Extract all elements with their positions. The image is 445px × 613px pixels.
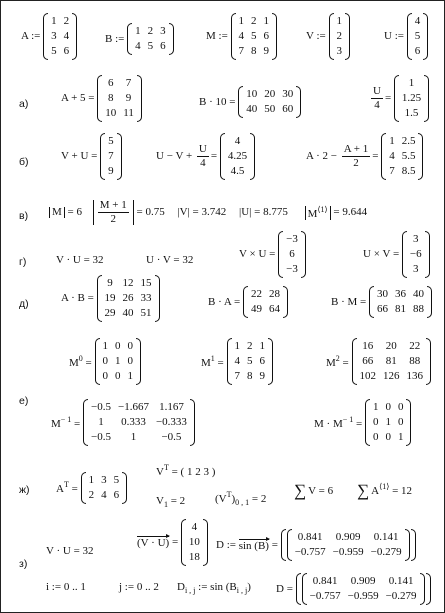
expr-b2: U − V + $\frac{U}{4}$ = 4 4.25 4.5 [156,133,255,180]
result-D2 [302,573,425,605]
result-b1 [100,133,122,180]
matrix-cell: −0.5 [91,431,111,443]
result-MMinv [365,399,412,446]
section-label-v: в) [19,210,29,222]
matrix-cell: 4.5 [230,165,245,177]
matrix-cell: 3 [101,474,107,486]
matrix-cell: 22 [409,340,421,352]
matrix-cell: 20 [264,88,276,100]
expr-D-result: D = 0.841 0.909 0.141 −0.757 −0.959 −0.279 [276,573,431,605]
matrix-cell: 4 [135,40,141,52]
matrix-cell: 0 [397,401,404,413]
matrix-cell: 40 [122,307,134,319]
result-D-outer [281,529,416,561]
sum-icon: ∑ [294,481,307,500]
frac-a3-num: U [373,85,381,97]
matrix-cell: 0 [115,340,121,352]
matrix-cell: 5 [113,474,120,486]
matrix-cell: 1 [389,135,395,147]
result-BA [243,286,288,318]
norm-U: |U| = 8.775 [239,206,288,218]
matrix-cell: 1 [115,355,121,367]
matrix-cell: 2 [251,15,257,27]
matrix-cell: 6 [160,40,166,52]
matrix-cell: 0 [397,416,404,428]
result-M2 [352,338,432,385]
matrix-cell: 66 [376,303,388,315]
result-a1 [97,75,142,122]
matrix-cell: −0.757 [294,546,326,558]
vectorize-sin-arrow: sin (B) [238,539,269,552]
matrix-cell: 8 [247,370,253,382]
matrix-cell: 1 [234,340,240,352]
norm-M-col-result: = 9.644 [333,206,368,218]
matrix-cell: 102 [359,370,376,382]
M2-text: $M^2$ = [326,353,349,369]
norm-V: |V| = 3.742 [177,206,227,218]
matrix-cell: −0.279 [385,590,417,602]
expr-BM [331,286,432,318]
expr-Dij: $D_{i , j}$ := $\sin (B_{i , j})$ [177,581,251,595]
matrix-cell: 0.909 [335,531,361,543]
matrix-cell: 9 [125,92,132,104]
matrix-U [407,13,429,60]
expr-cross-VU [239,231,306,278]
matrix-cell: 6 [289,248,295,260]
matrix-cell: 0.141 [373,531,399,543]
matrix-cell: 10 [105,107,117,119]
result-b3 [381,133,423,180]
frac-b2-num: U [198,143,207,155]
matrix-cell: 1 [88,474,95,486]
matrix-cell: 5 [51,45,57,57]
matrix-cell: 0 [385,401,391,413]
expr-V1: $V_1 = 2$ [156,495,186,509]
norm-M-col: $M^{⟨1⟩}$ [305,206,331,220]
section-label-z: з) [19,558,28,570]
det-M-result: = 6 [67,206,82,218]
matrix-cell: 1 [98,416,104,428]
def-V-name: V := [306,30,326,42]
matrix-cell: 81 [385,355,397,367]
matrix-cell: 1 [372,401,379,413]
matrix-cell: 9 [263,45,270,57]
vectorize-arrow: (V · U) [137,537,170,549]
matrix-cell: 1.25 [401,92,422,104]
matrix-cell: 0.909 [350,575,376,587]
section-label-d: д) [19,298,29,310]
matrix-cell: 1 [135,25,141,37]
matrix-cell: 8 [251,45,257,57]
matrix-cell: 6 [113,489,120,501]
matrix-cell: 3 [336,45,343,57]
expr-sumA: ∑ $A^{⟨1⟩} = 12$ [357,481,413,500]
frac-b2 [197,144,209,169]
section-label-b: б) [19,156,29,168]
matrix-V [329,13,351,60]
matrix-cell: 4 [234,355,240,367]
matrix-cell: 0 [372,416,379,428]
matrix-cell: 0 [372,431,379,443]
frac-b2-den: 4 [200,157,206,169]
def-B [105,23,174,55]
result-D2-outer [296,573,431,605]
result-cross-VU [278,231,306,278]
dot-VU-2: V · U = 32 [46,545,94,557]
expr-a3: $\frac{U}{4}$ = 1 1.25 1.5 [369,75,429,122]
result-BM [369,286,432,318]
matrix-cell: 4.25 [227,150,248,162]
section-label-a: а) [19,98,29,110]
matrix-cell: 8.5 [401,165,416,177]
matrix-cell: 1 [238,15,245,27]
range-j: j := 0 .. 2 [119,581,159,593]
matrix-cell: 26 [122,292,134,304]
matrix-cell: 0 [115,370,121,382]
matrix-cell: 2 [147,25,154,37]
matrix-B [127,23,174,55]
frac-a3 [371,86,383,111]
matrix-cell: 1 [51,15,57,27]
matrix-cell: 7 [234,370,240,382]
matrix-cell: −6 [409,248,422,260]
matrix-cell: 0 [102,355,108,367]
expr-a1 [61,75,142,122]
expr-b1 [61,133,122,180]
def-V [306,13,350,60]
matrix-cell: 49 [250,303,262,315]
matrix-cell: 2 [63,15,70,27]
matrix-cell: −0.757 [309,590,341,602]
matrix-cell: 2 [336,30,343,42]
frac-b3-num: A + 1 [343,143,369,155]
matrix-cell: 29 [104,307,116,319]
expr-v-row [49,200,367,225]
matrix-cell: 88 [412,303,424,315]
expr-a2-text: B · 10 = [199,95,236,108]
AB-text: A · B = [61,292,94,304]
matrix-cell: 19 [104,292,116,304]
result-AB [97,275,160,322]
matrix-cell: 0 [127,340,133,352]
cross-UV-text: U × V = [363,248,400,260]
matrix-cell: −1.667 [117,401,149,413]
expr-Minv [51,399,195,446]
matrix-cell: 40 [412,288,424,300]
BA-text: B · A = [208,295,241,308]
matrix-cell: −3 [286,233,298,245]
matrix-cell: −0.959 [332,546,364,558]
expr-VT: $V^T$ = ( 1 2 3 ) [156,463,216,478]
matrix-cell: 12 [122,277,134,289]
expr-VT01: $(V^T)_{0 , 1} = 2$ [215,490,267,507]
matrix-cell: 6 [259,355,265,367]
expr-BA [208,286,288,318]
matrix-cell: 4 [101,489,107,501]
matrix-cell: 0.333 [121,416,146,428]
def-M-name: M := [206,30,228,42]
matrix-cell: 1 [263,15,270,27]
matrix-cell: −0.959 [347,590,379,602]
matrix-cell: 9 [259,370,265,382]
matrix-cell: 6 [108,77,114,89]
matrix-cell: −0.5 [91,401,111,413]
section-label-e: е) [19,395,29,407]
def-U-name: U := [384,30,404,42]
matrix-cell: 15 [140,277,152,289]
matrix-cell: 6 [263,30,270,42]
matrix-cell: 18 [188,551,200,563]
matrix-cell: 0.841 [297,531,323,543]
matrix-cell: 1 [127,370,133,382]
matrix-cell: −0.5 [161,431,182,443]
result-AT [81,472,128,504]
matrix-cell: 5.5 [401,150,416,162]
Minv-text: $M^{- 1}$ = [51,414,81,430]
matrix-cell: 33 [140,292,152,304]
matrix-cell: 3 [160,25,166,37]
section-label-g: г) [19,256,27,268]
matrix-cell: 1 [102,340,108,352]
matrix-cell: 2 [88,489,95,501]
expr-M1 [201,338,273,385]
result-D [287,529,410,561]
matrix-cell: 2 [247,340,253,352]
matrix-cell: 5 [147,40,154,52]
matrix-cell: 7 [125,77,132,89]
det-M: M [49,207,65,218]
M0-text: $M^0$ = [69,353,92,369]
result-a3 [394,75,429,122]
expr-a2 [199,86,301,118]
frac-a3-den: 4 [374,99,380,111]
matrix-cell: 7 [108,150,114,162]
matrix-cell: 4 [234,135,241,147]
expr-b1-text: V + U = [61,150,98,162]
expr-b3: A · 2 − $\frac{A + 1}{2}$ = 1 2.5 4 5.5 7 8.5 [306,133,423,180]
matrix-cell: 1 [385,416,391,428]
matrix-cell: 4 [191,521,198,533]
matrix-cell: 40 [246,103,258,115]
dot-VU: V · U = 32 [56,254,104,266]
matrix-cell: 51 [140,307,152,319]
result-vectorize-VU [181,519,208,566]
def-A-name: A := [21,30,41,42]
expr-b3-text: A · 2 − [306,150,337,162]
matrix-cell: 60 [282,103,294,115]
matrix-cell: 0.841 [312,575,338,587]
dot-UV: U · V = 32 [146,254,194,266]
matrix-cell: 0.141 [388,575,414,587]
result-cross-UV [402,231,430,278]
matrix-cell: 4 [238,30,245,42]
result-Minv [83,399,195,446]
matrix-cell: 3 [51,30,57,42]
matrix-cell: 1.5 [404,107,419,119]
matrix-cell: 5 [251,30,257,42]
result-b2 [220,133,255,180]
matrix-cell: 126 [383,370,400,382]
matrix-cell: −0.333 [155,416,187,428]
matrix-cell: 0 [127,355,133,367]
def-B-name: B := [105,32,125,45]
matrix-cell: 30 [376,288,388,300]
matrix-cell: 4 [63,30,70,42]
matrix-cell: 22 [250,288,262,300]
matrix-cell: 7 [389,165,395,177]
expr-b2-text: U − V + [156,150,193,162]
section-label-zh: ж) [19,484,30,496]
matrix-cell: 11 [123,107,134,119]
matrix-cell: 1.167 [159,401,184,413]
expr-sumV: ∑ V = 6 [294,481,334,500]
matrix-cell: 10 [246,88,258,100]
frac-b3-den: 2 [353,157,359,169]
cross-VU-text: V × U = [239,248,276,260]
matrix-cell: 3 [413,233,419,245]
AT-text: $A^T$ = [56,480,78,495]
matrix-cell: 1 [397,431,404,443]
det-frac-result: = 0.75 [136,206,165,218]
def-M [206,13,277,60]
expr-vectorize-VU: (V · U) = 4 10 18 [137,519,208,566]
matrix-cell: 64 [268,303,280,315]
expr-D-sinB: D := sin (B) = 0.841 0.909 0.141 −0.757 −0.959 −0.279 [216,529,416,561]
matrix-cell: 88 [409,355,421,367]
frac-b3 [342,144,371,169]
matrix-cell: 4 [389,150,395,162]
matrix-cell: 30 [282,88,294,100]
matrix-cell: 1 [130,431,137,443]
matrix-cell: 28 [268,288,280,300]
matrix-cell: 0 [385,431,391,443]
matrix-cell: 20 [385,340,397,352]
expr-AT [56,472,127,504]
matrix-cell: 36 [394,288,406,300]
matrix-cell: 5 [414,30,421,42]
matrix-cell: 5 [247,355,253,367]
matrix-cell: −0.279 [370,546,402,558]
expr-a1-text: A + 5 = [61,92,95,104]
matrix-cell: 7 [238,45,245,57]
matrix-cell: 2.5 [401,135,416,147]
range-i: i := 0 .. 1 [46,581,86,593]
matrix-cell: 3 [413,263,419,275]
MMinv-text: $M \cdot M^{- 1}$ = [314,414,363,430]
result-M1 [227,338,274,385]
matrix-cell: 10 [188,536,200,548]
expr-M0 [69,338,141,385]
matrix-cell: 50 [264,103,276,115]
expr-cross-UV [363,231,430,278]
result-M0 [95,338,142,385]
matrix-cell: 66 [362,355,374,367]
def-U [384,13,428,60]
def-A [21,13,77,60]
expr-MMinv [314,399,411,446]
matrix-cell: 1 [336,15,343,27]
matrix-cell: 81 [394,303,406,315]
matrix-cell: 9 [108,165,114,177]
BM-text: B · M = [331,295,367,308]
matrix-cell: 0 [102,370,108,382]
expr-AB [61,275,160,322]
matrix-M [231,13,278,60]
matrix-cell: 1 [408,77,415,89]
matrix-cell: 9 [107,277,113,289]
matrix-cell: 6 [63,45,70,57]
matrix-cell: 5 [108,135,114,147]
matrix-cell: 6 [414,45,421,57]
matrix-cell: 4 [414,15,421,27]
sum-icon: ∑ [357,481,370,500]
matrix-cell: 136 [406,370,423,382]
expr-M2 [326,338,431,385]
M1-text: $M^1$ = [201,353,224,369]
matrix-A [43,13,77,60]
matrix-cell: 16 [362,340,374,352]
matrix-cell: −3 [286,263,298,275]
det-frac: $\frac{M + 1}{2}$ [93,200,134,225]
result-a2 [238,86,301,118]
matrix-cell: 1 [259,340,265,352]
matrix-cell: 8 [108,92,114,104]
